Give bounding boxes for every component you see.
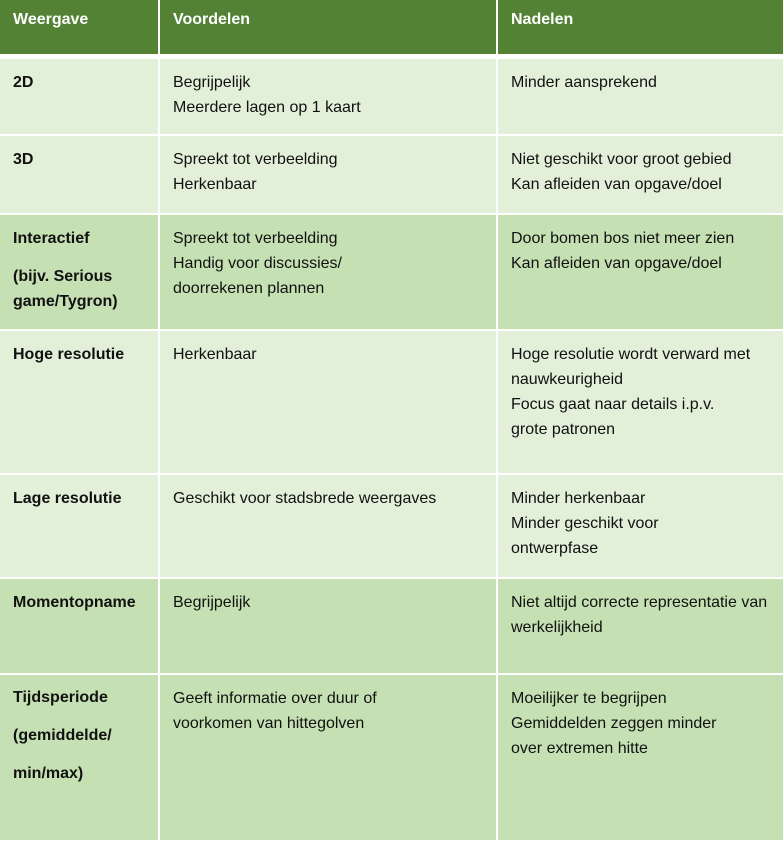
cell-text: Hoge resolutie wordt verward met nauwkeurigheid bbox=[511, 346, 751, 388]
cell-text: Geeft informatie over duur of voorkomen van hittegolven bbox=[173, 690, 377, 732]
cell-text: Kan afleiden van opgave/doel bbox=[511, 255, 722, 272]
cell-voordelen bbox=[159, 214, 497, 330]
cell-voordelen bbox=[159, 135, 497, 214]
table-row bbox=[0, 214, 783, 330]
cell-text: Door bomen bos niet meer zien bbox=[511, 230, 735, 247]
cell-text: Herkenbaar bbox=[173, 346, 257, 363]
cell-nadelen bbox=[497, 674, 783, 840]
cell-voordelen bbox=[159, 674, 497, 840]
table-body bbox=[0, 56, 783, 840]
cell-text: Lage resolutie bbox=[13, 490, 122, 507]
cell-voordelen bbox=[159, 330, 497, 474]
cell-text: Gemiddelden zeggen minder over extremen hitte bbox=[511, 715, 717, 757]
cell-text: Niet geschikt voor groot gebied bbox=[511, 151, 732, 168]
table-header bbox=[0, 0, 783, 56]
cell-nadelen bbox=[497, 330, 783, 474]
header-row bbox=[0, 0, 783, 56]
cell-text: Spreekt tot verbeelding bbox=[173, 230, 338, 247]
cell-text: Kan afleiden van opgave/doel bbox=[511, 176, 722, 193]
header-weergave: Weergave bbox=[0, 0, 159, 56]
cell-text: Herkenbaar bbox=[173, 176, 257, 193]
cell-text: Begrijpelijk bbox=[173, 73, 251, 91]
cell-nadelen bbox=[497, 214, 783, 330]
cell-text: Minder geschikt voor ontwerpfase bbox=[511, 515, 659, 557]
table-row bbox=[0, 474, 783, 578]
cell-weergave bbox=[0, 674, 159, 840]
cell-text: Niet altijd correcte representatie van werkelijkheid bbox=[511, 594, 768, 636]
cell-text: Spreekt tot verbeelding bbox=[173, 151, 338, 168]
cell-weergave bbox=[0, 474, 159, 578]
cell-text: Tijdsperiode bbox=[13, 689, 108, 706]
cell-weergave bbox=[0, 135, 159, 214]
table-row bbox=[0, 578, 783, 674]
cell-text: (bijv. Serious game/Tygron) bbox=[13, 268, 118, 310]
cell-text: Begrijpelijk bbox=[173, 594, 251, 611]
cell-voordelen bbox=[159, 474, 497, 578]
cell-text: (gemiddelde/ bbox=[13, 727, 112, 744]
cell-text: min/max) bbox=[13, 765, 84, 782]
cell-weergave bbox=[0, 330, 159, 474]
header-nadelen: Nadelen bbox=[497, 0, 783, 56]
cell-text: 3D bbox=[13, 151, 34, 168]
cell-voordelen bbox=[159, 578, 497, 674]
header-voordelen: Voordelen bbox=[159, 0, 497, 56]
cell-text: Minder aansprekend bbox=[511, 73, 657, 91]
cell-text: Focus gaat naar details i.p.v. grote patronen bbox=[511, 396, 715, 438]
table-row bbox=[0, 674, 783, 840]
cell-text: Handig voor discussies/ doorrekenen plannen bbox=[173, 255, 342, 297]
cell-text: Interactief bbox=[13, 230, 90, 247]
cell-text: 2D bbox=[13, 73, 34, 91]
cell-text: Meerdere lagen op 1 kaart bbox=[173, 98, 361, 116]
cell-text: Minder herkenbaar bbox=[511, 490, 646, 507]
table-row bbox=[0, 330, 783, 474]
cell-text: Momentopname bbox=[13, 594, 136, 611]
cell-text: Moeilijker te begrijpen bbox=[511, 690, 667, 707]
table-row bbox=[0, 135, 783, 214]
cell-nadelen bbox=[497, 56, 783, 135]
cell-voordelen bbox=[159, 56, 497, 135]
cell-text: Geschikt voor stadsbrede weergaves bbox=[173, 490, 437, 507]
cell-nadelen bbox=[497, 474, 783, 578]
cell-text: Hoge resolutie bbox=[13, 346, 125, 363]
cell-nadelen bbox=[497, 578, 783, 674]
table-row bbox=[0, 56, 783, 135]
cell-nadelen bbox=[497, 135, 783, 214]
cell-weergave bbox=[0, 56, 159, 135]
cell-weergave bbox=[0, 578, 159, 674]
cell-weergave bbox=[0, 214, 159, 330]
